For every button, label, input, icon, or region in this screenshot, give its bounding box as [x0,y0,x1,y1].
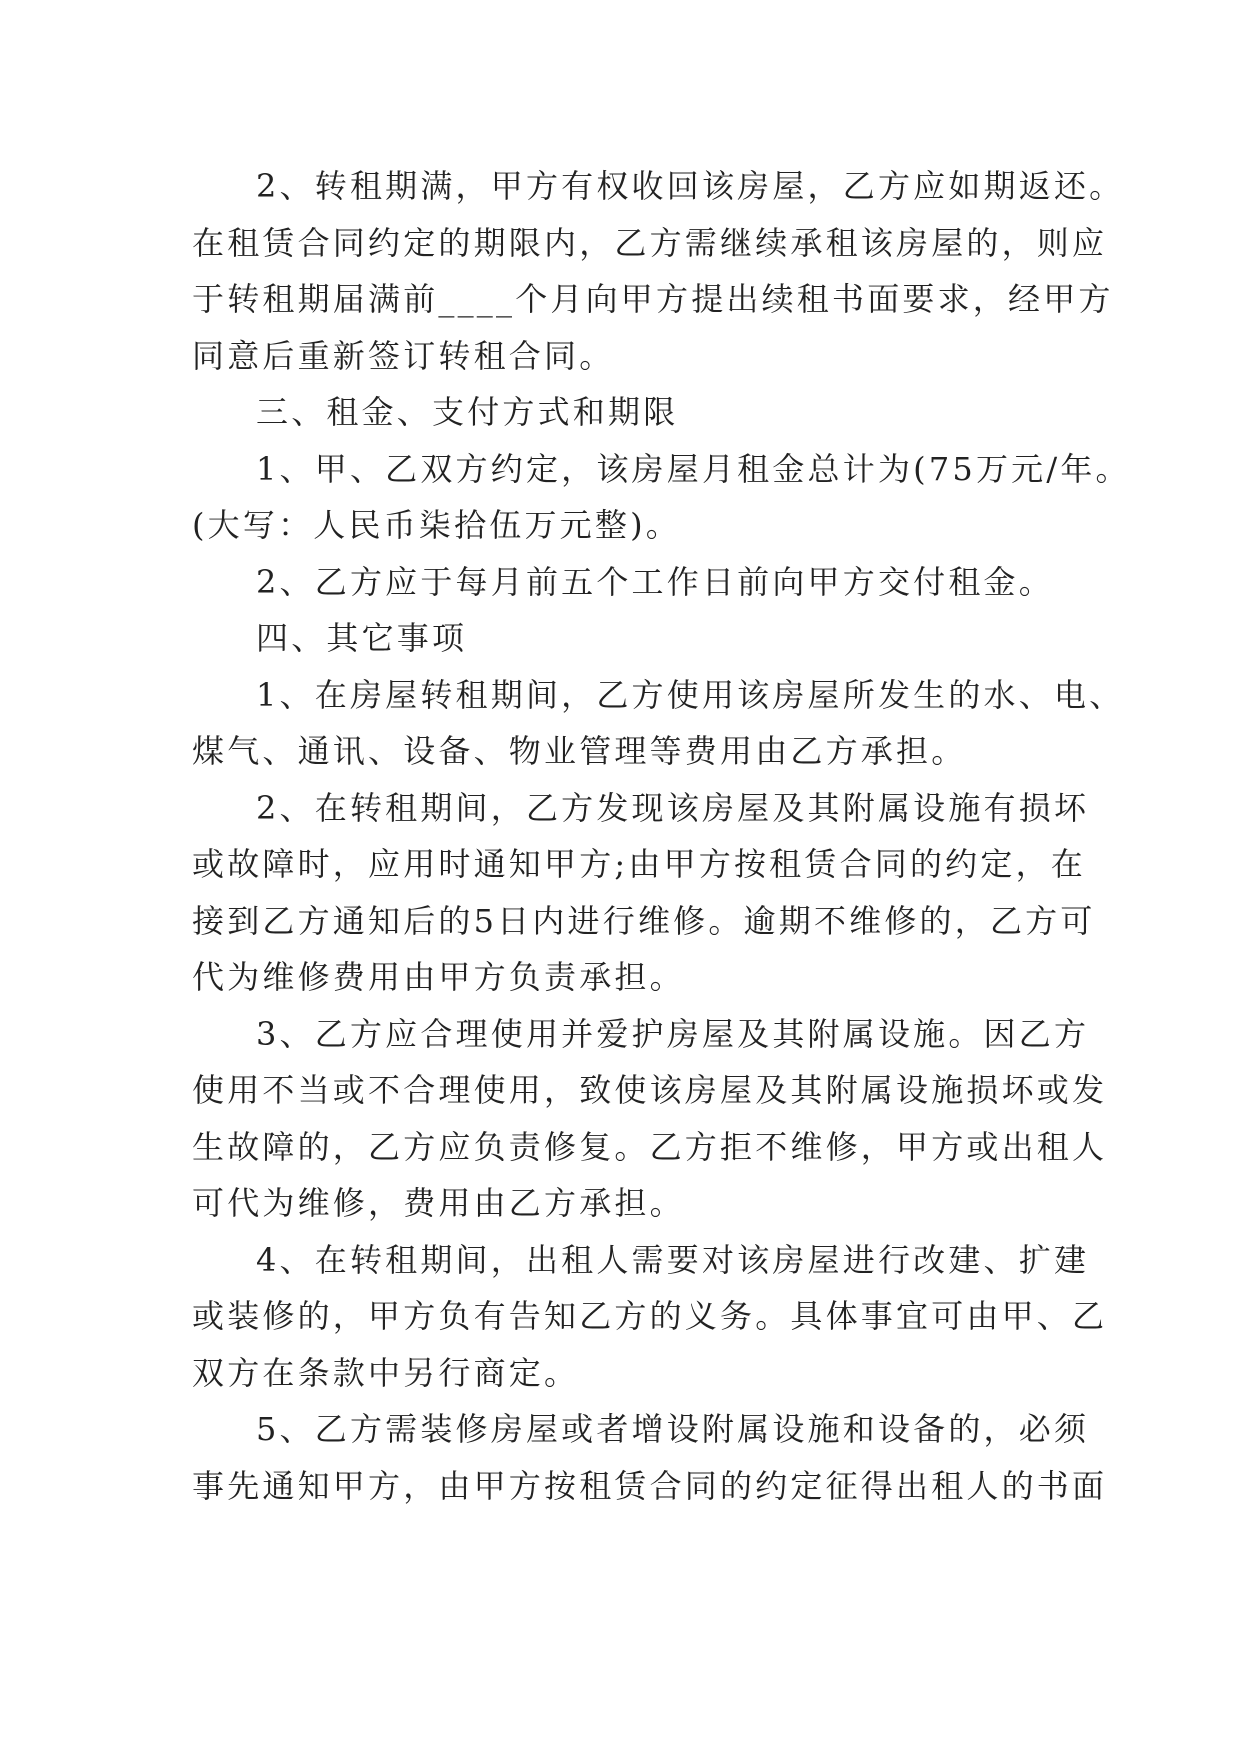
text-line: 或装修的，甲方负有告知乙方的义务。具体事宜可由甲、乙 [192,1297,1108,1335]
text-line: 煤气、通讯、设备、物业管理等费用由乙方承担。 [192,732,967,770]
text-line: 2、在转租期间，乙方发现该房屋及其附属设施有损坏 [256,788,1090,827]
text-line: 5、乙方需装修房屋或者增设附属设施和设备的，必须 [256,1410,1090,1448]
section-heading-other [192,610,1062,667]
text-line: 三、租金、支付方式和期限 [256,393,679,431]
text-line: 生故障的，乙方应负责修复。乙方拒不维修，甲方或出租人 [192,1127,1108,1166]
text-line: 使用不当或不合理使用，致使该房屋及其附属设施损坏或发 [192,1071,1108,1109]
paragraph-sublease-expiry [192,158,1125,384]
text-line: (大写：人民币柒拾伍万元整)。 [192,506,681,544]
paragraph-proper-use [192,1006,1108,1232]
text-line: 1、在房屋转租期间，乙方使用该房屋所发生的水、电、 [256,675,1125,714]
text-line: 于转租期届满前____个月向甲方提出续租书面要求，经甲方 [192,280,1114,318]
text-line: 在租赁合同约定的期限内，乙方需继续承租该房屋的，则应 [192,223,1108,262]
text-line: 接到乙方通知后的5日内进行维修。逾期不维修的，乙方可 [192,901,1096,940]
text-line: 四、其它事项 [256,619,468,657]
text-line: 或故障时，应用时通知甲方;由甲方按租赁合同的约定，在 [192,845,1086,883]
section-heading-rent [192,384,1062,441]
paragraph-rent-payment [192,554,1062,611]
text-line: 2、转租期满，甲方有权收回该房屋，乙方应如期返还。 [256,167,1125,205]
text-line: 双方在条款中另行商定。 [192,1353,580,1392]
paragraph-utility-fees [192,667,1125,780]
text-line: 同意后重新签订转租合同。 [192,336,615,375]
paragraph-tenant-renovation [192,1401,1108,1514]
paragraph-renovation-notice [192,1232,1108,1402]
text-line: 代为维修费用由甲方负责承担。 [192,958,685,996]
text-line: 3、乙方应合理使用并爱护房屋及其附属设施。因乙方 [256,1014,1090,1053]
paragraph-rent-amount [192,441,1131,554]
text-line: 4、在转租期间，出租人需要对该房屋进行改建、扩建 [256,1240,1090,1279]
text-line: 可代为维修，费用由乙方承担。 [192,1184,685,1222]
text-line: 1、甲、乙双方约定，该房屋月租金总计为(75万元/年。 [256,449,1131,488]
text-line: 事先通知甲方，由甲方按租赁合同的约定征得出租人的书面 [192,1466,1108,1505]
text-line: 2、乙方应于每月前五个工作日前向甲方交付租金。 [256,562,1054,601]
paragraph-repairs [192,780,1096,1006]
document-body [192,158,1131,1514]
